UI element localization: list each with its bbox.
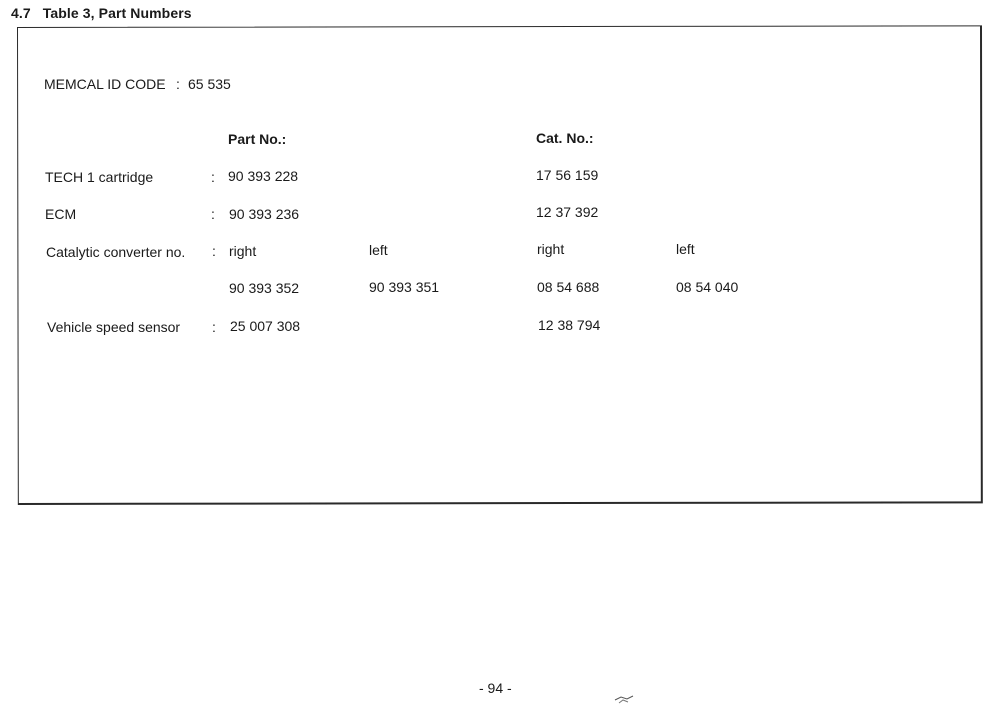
section-title: Table 3, Part Numbers	[42, 5, 192, 21]
cat-number-left-cell: 08 54 040	[676, 279, 739, 295]
row-separator: :	[212, 243, 216, 259]
part-number-cell: 25 007 308	[230, 318, 301, 334]
cat-no-header: Cat. No.:	[536, 130, 594, 146]
cat-number-cell: 12 37 392	[536, 204, 599, 220]
memcal-value: 65 535	[188, 76, 231, 92]
section-number: 4.7	[11, 5, 31, 21]
part-number-left-cell: 90 393 351	[369, 279, 440, 295]
page-number: - 94 -	[479, 680, 512, 696]
part-left-label: left	[369, 242, 388, 258]
part-number-cell: 90 393 228	[228, 168, 299, 184]
memcal-separator: :	[176, 76, 180, 92]
row-label: Catalytic converter no.	[46, 244, 186, 260]
row-separator: :	[212, 319, 216, 335]
memcal-label: MEMCAL ID CODE	[44, 76, 166, 92]
part-right-label: right	[229, 243, 257, 259]
part-number-right-cell: 90 393 352	[229, 280, 300, 296]
cat-right-label: right	[537, 241, 565, 257]
row-label: TECH 1 cartridge	[45, 169, 154, 185]
row-label: ECM	[45, 206, 77, 222]
cat-number-right-cell: 08 54 688	[537, 279, 600, 295]
part-number-cell: 90 393 236	[229, 206, 300, 222]
section-heading	[11, 5, 192, 21]
row-separator: :	[211, 169, 215, 185]
row-label: Vehicle speed sensor	[47, 319, 181, 335]
part-no-header: Part No.:	[228, 131, 287, 147]
cat-number-cell: 12 38 794	[538, 317, 601, 333]
row-separator: :	[211, 206, 215, 222]
cat-number-cell: 17 56 159	[536, 167, 599, 183]
table-frame	[17, 25, 983, 505]
scan-artifact	[613, 694, 635, 704]
cat-left-label: left	[676, 241, 695, 257]
